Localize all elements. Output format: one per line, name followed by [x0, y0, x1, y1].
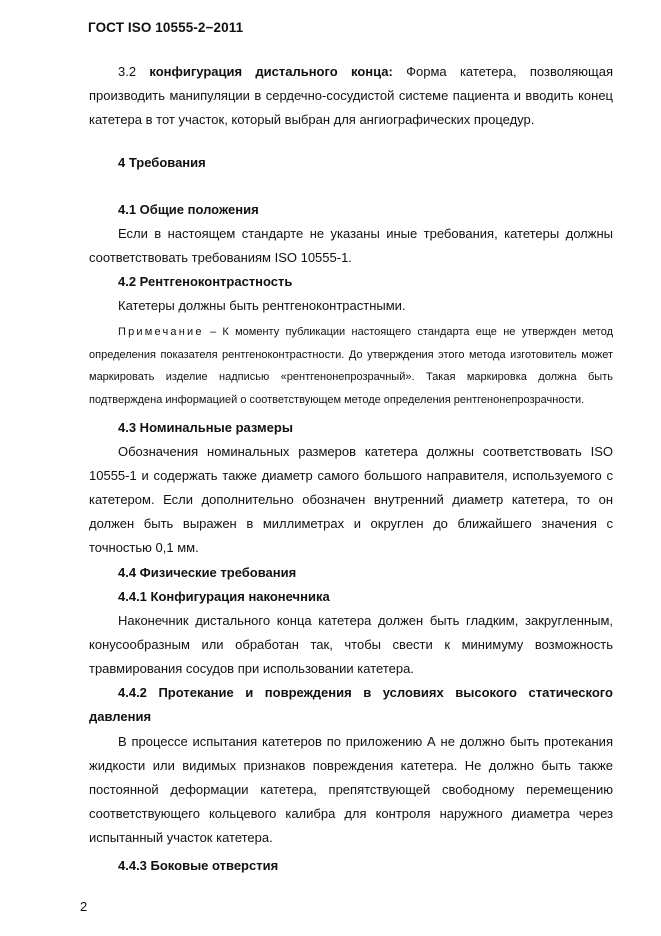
- section-4-2-heading: 4.2 Рентгеноконтрастность: [118, 274, 293, 290]
- section-4-3-text: Обозначения номинальных размеров катетера должны соответствовать ISO 10555-1 и содержать также диаметр самого большого направителя, используемого с катетером. Если дополнительно обозначен внутренний диаметр катетера, то он должен быть выражен в миллиметрах и округлен до ближайшего значения с точностью 0,1 мм.: [89, 443, 613, 556]
- clause-3-2: [89, 60, 613, 133]
- note-text: – К моменту публикации настоящего стандарта еще не утвержден метод определения показателя рентгеноконтрастности. До утверждения этого метода изготовитель может маркировать изделие надписью «рентгенонепрозрачный». Такая маркировка должна быть подтверждена информацией о соответствующем методе определения рентгенонепрозрачности.: [89, 326, 613, 406]
- section-4-1-text: Если в настоящем стандарте не указаны иные требования, катетеры должны соответствовать требованиям ISO 10555-1.: [89, 225, 613, 265]
- section-4-4-1-text: Наконечник дистального конца катетера должен быть гладким, закругленным, конусообразным или обработан так, чтобы свести к минимуму возможность травмирования сосудов при использовании катетера.: [89, 612, 613, 677]
- section-4-4-2-text: В процессе испытания катетеров по приложению А не должно быть протекания жидкости или видимых признаков повреждения катетера. Не должно быть также постоянной деформации катетера, препятствующей свободному перемещению соответствующего кольцевого калибра для контроля наружного диаметра через испытанный участок катетера.: [89, 733, 613, 846]
- clause-3-2-term: конфигурация дистального конца:: [149, 64, 393, 79]
- page-number: 2: [80, 899, 88, 914]
- clause-3-2-text: Форма катетера, позволяющая производить манипуляции в сердечно-сосудистой системе пациента и вводить конец катетера в тот участок, который выбран для ангиографических процедур.: [89, 64, 613, 128]
- section-4-2-text: Катетеры должны быть рентгеноконтрастными.: [118, 298, 406, 314]
- section-4-4-2-heading: 4.4.2 Протекание и повреждения в условиях высокого статического давления: [89, 685, 613, 725]
- document-header: ГОСТ ISO 10555-2−2011: [88, 20, 244, 35]
- section-4-4-heading: 4.4 Физические требования: [118, 564, 297, 580]
- section-4-3-heading: 4.3 Номинальные размеры: [118, 419, 293, 435]
- section-4-heading: 4 Требования: [118, 154, 206, 170]
- note-label: Примечание: [118, 326, 204, 339]
- section-4-2-note: [89, 321, 613, 411]
- clause-3-2-number: 3.2: [118, 64, 150, 79]
- section-4-4-1-heading: 4.4.1 Конфигурация наконечника: [118, 588, 330, 604]
- section-4-4-3-heading: 4.4.3 Боковые отверстия: [118, 857, 279, 873]
- section-4-1-heading: 4.1 Общие положения: [118, 201, 259, 217]
- document-body: [89, 60, 613, 878]
